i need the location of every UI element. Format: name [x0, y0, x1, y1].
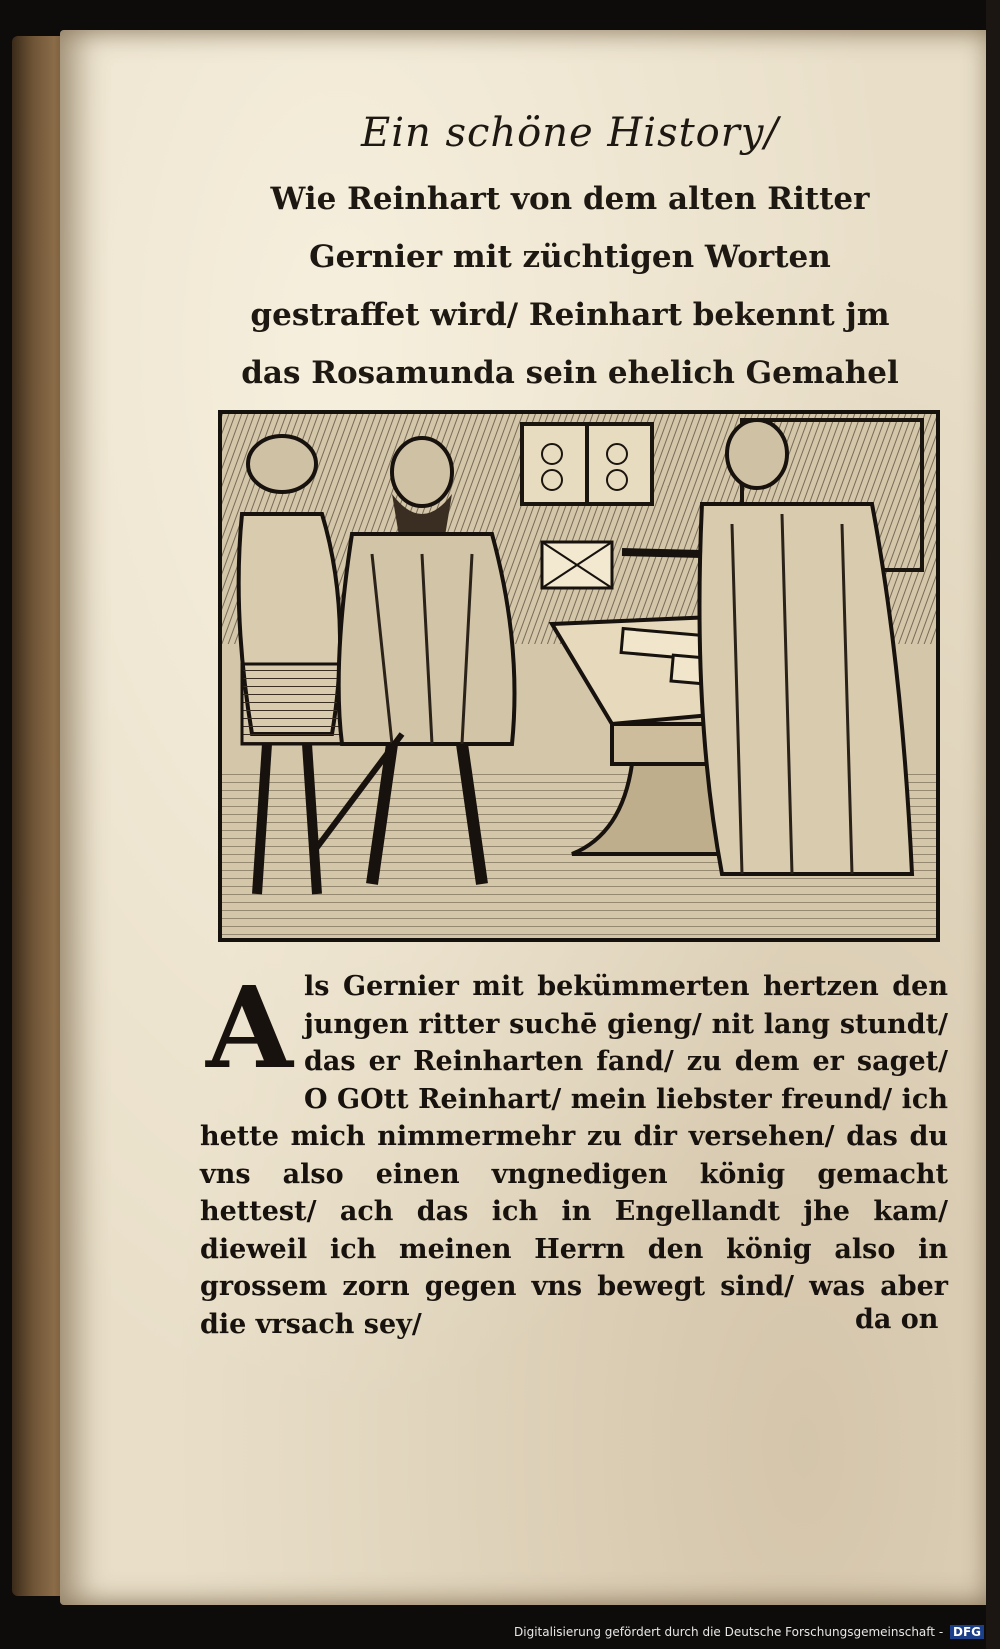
drop-cap: A [206, 963, 293, 1094]
woodcut-illustration [218, 410, 940, 942]
body-text [200, 963, 948, 1343]
catchword: da on [855, 1304, 939, 1335]
page-header [180, 110, 960, 460]
page-right-margin [986, 0, 1000, 1649]
dfg-badge: DFG [950, 1625, 984, 1639]
body-paragraph: ls Gernier mit bekümmerten hertzen den jungen ritter suchē gieng/ nit lang stundt/ das er Reinharten fand/ zu dem er saget/ O GOtt Reinhart/ mein liebster freund/ ich hette mich nimmermehr zu dir versehen/ das du vns also einen vngnedigen könig gemacht hettest/ ach das ich in Engellandt jhe kam/ dieweil ich meinen Herrn den könig also in grossem zorn gegen vns bewegt sind/ was aber die vrsach sey/ [200, 971, 948, 1340]
running-title: Ein schöne History/ [361, 110, 779, 156]
footer-note [514, 1625, 984, 1639]
chapter-title: Wie Reinhart von dem alten Ritter Gernier mit züchtigen Worten gestraffet wird/ Reinhart bekennt jm das Rosamunda sein ehelich Gemahel [241, 181, 899, 391]
footer-note-text: Digitalisierung gefördert durch die Deutsche Forschungsgemeinschaft - [514, 1625, 944, 1639]
woodcut-scene [222, 414, 936, 938]
